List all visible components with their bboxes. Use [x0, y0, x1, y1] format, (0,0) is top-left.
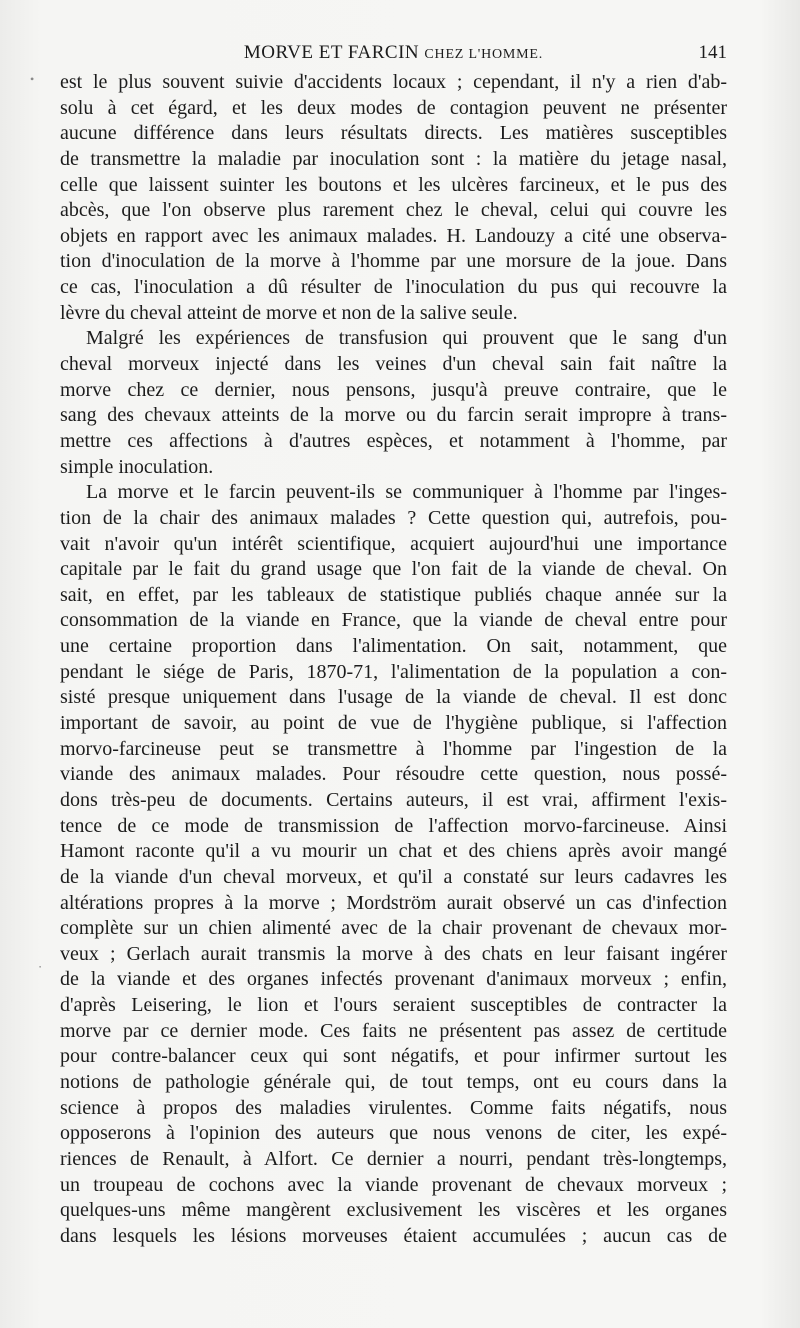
text-line: sait, en effet, par les tableaux de statistique publiés chaque année sur la [60, 583, 727, 606]
text-line: solu à cet égard, et les deux modes de contagion peuvent ne présenter [60, 96, 727, 119]
text-line: Malgré les expériences de transfusion qui prouvent que le sang d'un [86, 327, 727, 350]
text-line: sisté presque uniquement dans l'usage de la viande de cheval. Il est donc [60, 686, 727, 709]
running-header [60, 42, 727, 66]
text-line: mettre ces affections à d'autres espèces, et notamment à l'homme, par [60, 429, 727, 452]
text-line: consommation de la viande en France, que la viande de cheval entre pour [60, 609, 727, 632]
text-line: abcès, que l'on observe plus rarement chez le cheval, celui qui couvre les [60, 199, 727, 222]
text-line: une certaine proportion dans l'alimentation. On sait, notamment, que [60, 635, 727, 658]
text-line: celle que laissent suinter les boutons et les ulcères farcineux, et le pus des [60, 173, 727, 196]
text-line: morvo-farcineuse peut se transmettre à l'homme par l'ingestion de la [60, 737, 727, 760]
margin-speck: ⋅ [38, 960, 43, 974]
text-line: objets en rapport avec les animaux malades. H. Landouzy a cité une observa- [60, 224, 727, 247]
text-line: vait n'avoir qu'un intérêt scientifique, acquiert aujourd'hui une importance [60, 532, 727, 555]
text-line: tion d'inoculation de la morve à l'homme par une morsure de la joue. Dans [60, 250, 727, 273]
text-line: veux ; Gerlach aurait transmis la morve à des chats en leur faisant ingérer [60, 942, 727, 965]
text-line: cheval morveux injecté dans les veines d'un cheval sain fait naître la [60, 353, 727, 376]
text-line: opposerons à l'opinion des auteurs que nous venons de citer, les expé- [60, 1122, 727, 1145]
text-line: dons très-peu de documents. Certains auteurs, il est vrai, affirment l'exis- [60, 788, 727, 811]
text-line: aucune différence dans leurs résultats directs. Les matières susceptibles [60, 122, 727, 145]
running-title [60, 42, 727, 64]
text-line: pendant le siége de Paris, 1870-71, l'alimentation de la population a con- [60, 660, 727, 683]
text-line: de la viande et des organes infectés provenant d'animaux morveux ; enfin, [60, 968, 727, 991]
text-line: morve chez ce dernier, nous pensons, jusqu'à preuve contraire, que le [60, 378, 727, 401]
running-title-small: CHEZ L'HOMME. [424, 47, 544, 62]
text-line: morve par ce dernier mode. Ces faits ne présentent pas assez de certitude [60, 1019, 727, 1042]
body-text [60, 70, 727, 1249]
text-line: capitale par le fait du grand usage que l'on fait de la viande de cheval. On [60, 558, 727, 581]
text-line: tion de la chair des animaux malades ? Cette question qui, autrefois, pou- [60, 506, 727, 529]
margin-speck: • [30, 72, 35, 86]
text-line: pour contre-balancer ceux qui sont négatifs, et pour infirmer surtout les [60, 1045, 727, 1068]
text-line: riences de Renault, à Alfort. Ce dernier a nourri, pendant très-longtemps, [60, 1147, 727, 1170]
text-line: Hamont raconte qu'il a vu mourir un chat et des chiens après avoir mangé [60, 840, 727, 863]
text-line: science à propos des maladies virulentes. Comme faits négatifs, nous [60, 1096, 727, 1119]
text-line: viande des animaux malades. Pour résoudre cette question, nous possé- [60, 763, 727, 786]
text-line: La morve et le farcin peuvent-ils se communiquer à l'homme par l'inges- [86, 481, 727, 504]
text-line: complète sur un chien alimenté avec de la chair provenant de chevaux mor- [60, 917, 727, 940]
text-line: est le plus souvent suivie d'accidents locaux ; cependant, il n'y a rien d'ab- [60, 71, 727, 93]
text-line: de transmettre la maladie par inoculation sont : la matière du jetage nasal, [60, 147, 727, 170]
text-line: altérations propres à la morve ; Mordström aurait observé un cas d'infection [60, 891, 727, 914]
page-number: 141 [698, 42, 727, 63]
text-line: notions de pathologie générale qui, de tout temps, ont eu cours dans la [60, 1070, 727, 1093]
text-line: un troupeau de cochons avec la viande provenant de chevaux morveux ; [60, 1173, 727, 1196]
text-line: simple inoculation. [60, 455, 214, 478]
text-line: important de savoir, au point de vue de l'hygiène publique, si l'affection [60, 712, 727, 735]
text-line: d'après Leisering, le lion et l'ours seraient susceptibles de contracter la [60, 994, 727, 1017]
text-line: quelques-uns même mangèrent exclusivement les viscères et les organes [60, 1199, 727, 1222]
text-line: ce cas, l'inoculation a dû résulter de l'inoculation du pus qui recouvre la [60, 276, 727, 299]
running-title-main: MORVE ET FARCIN [243, 42, 420, 63]
text-line: dans lesquels les lésions morveuses étaient accumulées ; aucun cas de [60, 1224, 727, 1247]
text-line: tence de ce mode de transmission de l'affection morvo-farcineuse. Ainsi [60, 814, 727, 837]
text-line: lèvre du cheval atteint de morve et non de la salive seule. [60, 301, 518, 324]
text-line: sang des chevaux atteints de la morve ou du farcin serait impropre à trans- [60, 404, 727, 427]
text-line: de la viande d'un cheval morveux, et qu'il a constaté sur leurs cadavres les [60, 865, 727, 888]
